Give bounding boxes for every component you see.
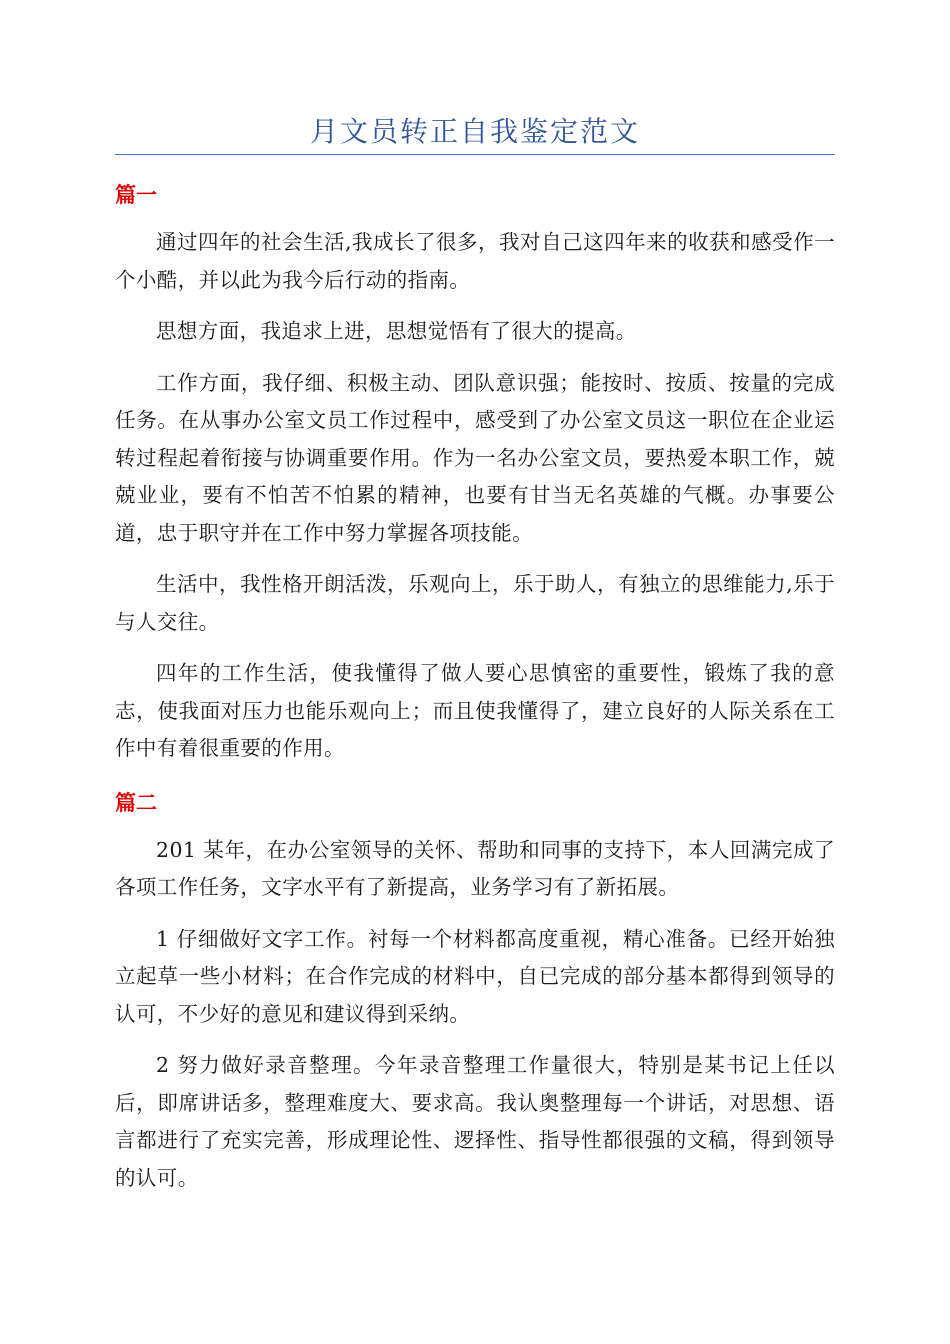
document-body — [115, 178, 835, 1211]
paragraph: 通过四年的社会生活,我成长了很多，我对自己这四年来的收获和感受作一个小酷，并以此为我今后行动的指南。 — [115, 230, 835, 292]
paragraph: 201 某年，在办公室领导的关怀、帮助和同事的支持下，本人回满完成了各项工作任务，文字水平有了新提高，业务学习有了新拓展。 — [115, 837, 835, 899]
section-1 — [115, 178, 835, 768]
title-underline — [115, 154, 835, 155]
section-2 — [115, 786, 835, 1198]
paragraph: 1 仔细做好文字工作。衬每一个材料都高度重视，精心准备。已经开始独立起草一些小材料；在合作完成的材料中，自已完成的部分基本都得到领导的认可，不少好的意见和建议得到采纳。 — [115, 926, 835, 1026]
paragraph: 2 努力做好录音整理。今年录音整理工作量很大，特别是某书记上任以后，即席讲话多，整理难度大、要求高。我认奥整理每一个讲话，对思想、语言都进行了充实完善，形成理论性、逻择性、指导性都很强的文稿，得到领导的认可。 — [115, 1053, 835, 1190]
paragraph: 思想方面，我追求上进，思想觉悟有了很大的提高。 — [156, 319, 637, 343]
section-heading: 篇二 — [115, 790, 157, 815]
paragraph: 生活中，我性格开朗活泼，乐观向上，乐于助人，有独立的思维能力,乐于与人交往。 — [115, 572, 835, 634]
paragraph: 工作方面，我仔细、积极主动、团队意识强；能按时、按质、按量的完成任务。在从事办公室文员工作过程中，感受到了办公室文员这一职位在企业运转过程起着衔接与协调重要作用。作为一名办公室文员，要热爱本职工作，兢兢业业，要有不怕苦不怕累的精神，也要有甘当无名英雄的气概。办事要公道，忠于职守并在工作中努力掌握各项技能。 — [115, 370, 835, 545]
section-heading: 篇一 — [115, 183, 157, 207]
paragraph: 四年的工作生活，使我懂得了做人要心思慎密的重要性，锻炼了我的意志，使我面对压力也能乐观向上；而且使我懂得了，建立良好的人际关系在工作中有着很重要的作用。 — [115, 661, 835, 760]
document-title: 月文员转正自我鉴定范文 — [309, 115, 640, 148]
